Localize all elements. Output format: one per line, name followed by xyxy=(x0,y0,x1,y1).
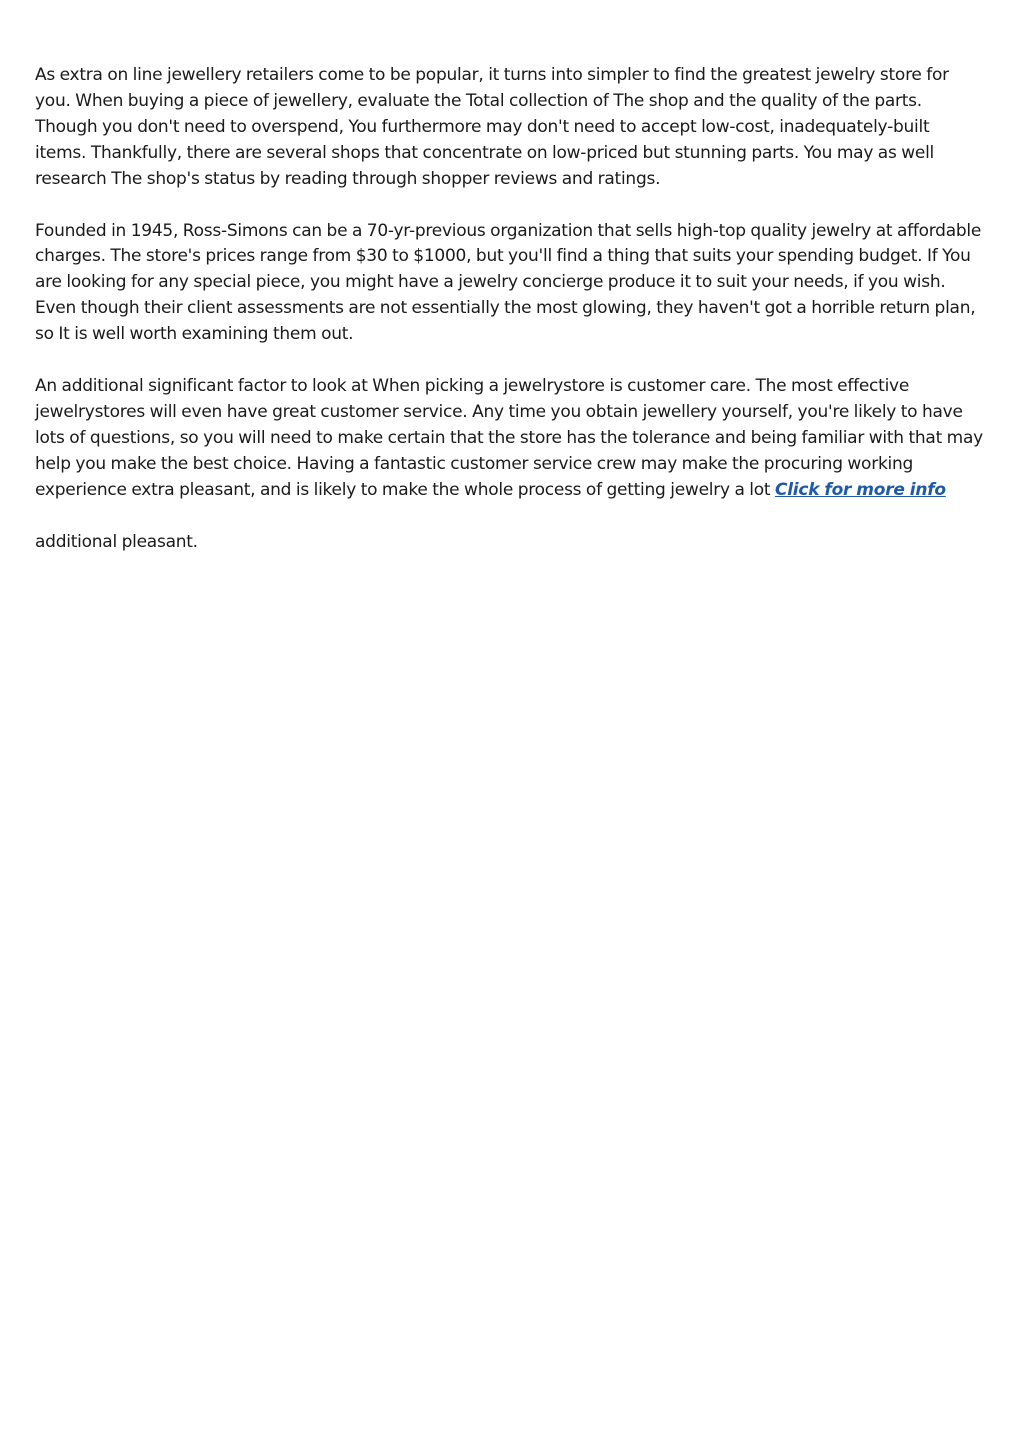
paragraph-customer-care-text: An additional significant factor to look at When picking a jewelrystore is customer care. The most effective jewelrystores will even have great customer service. Any time you obtain jewellery yourself, you're likely to have lots of questions, so you will need to make certain that the store has the tolerance and being familiar with that may help you make the best choice. Having a fantastic customer service crew may make the procuring working experience extra pleasant, and is likely to make the whole process of getting jewelry a lot xyxy=(35,376,983,500)
paragraph-ross-simons: Founded in 1945, Ross-Simons can be a 70-yr-previous organization that sells high-top quality jewelry at affordable charges. The store's prices range from $30 to $1000, but you'll find a thing that suits your spending budget. If You are looking for any special piece, you might have a jewelry concierge produce it to suit your needs, if you wish. Even though their client assessments are not essentially the most glowing, they haven't got a horrible return plan, so It is well worth examining them out. xyxy=(35,220,982,345)
more-info-link[interactable]: Click for more info xyxy=(775,479,946,500)
paragraph-closing: additional pleasant. xyxy=(35,531,198,552)
paragraph-customer-care xyxy=(35,374,985,504)
paragraph-intro: As extra on line jewellery retailers come to be popular, it turns into simpler to find the greatest jewelry store for you. When buying a piece of jewellery, evaluate the Total collection of The shop and the quality of the parts. Though you don't need to overspend, You furthermore may don't need to accept low-cost, inadequately-built items. Thankfully, there are several shops that concentrate on low-priced but stunning parts. You may as well research The shop's status by reading through shopper reviews and ratings. xyxy=(35,65,949,189)
document-body xyxy=(35,63,985,582)
